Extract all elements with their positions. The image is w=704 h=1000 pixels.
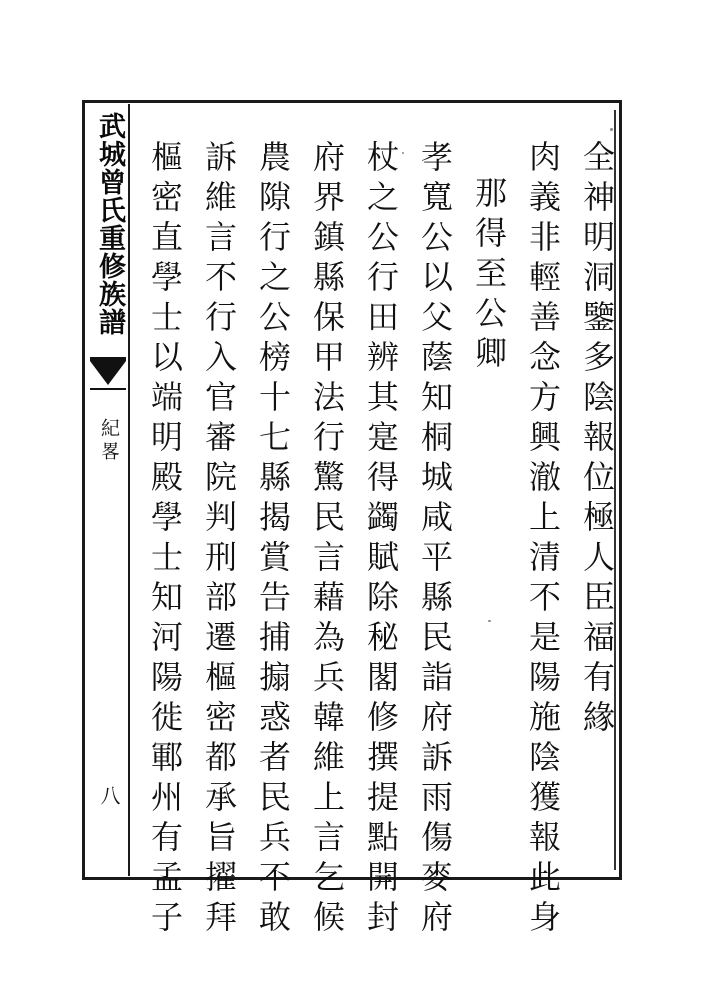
text-column-6: 府界鎮縣保甲法行驚民言藉為兵韓維上言乞候 xyxy=(308,140,346,940)
text-column-8: 訴維言不行入官審院判刑部遷樞密都承旨擢拜 xyxy=(200,140,238,940)
text-column-5: 杖之公行田辨其寔得蠲賦除秘閣修撰提點開封 xyxy=(362,140,400,940)
right-border-line xyxy=(614,110,630,870)
page-number: 八 xyxy=(97,785,121,805)
section-label: 紀畧 xyxy=(98,418,120,464)
text-column-4: 孝寬公以父蔭知桐城咸平縣民詣府訴雨傷麥府 xyxy=(416,140,454,940)
fishtail-mark-icon xyxy=(88,355,128,393)
ink-speck xyxy=(488,620,491,622)
text-column-2: 肉義非輕善念方興澈上清不是陽施陰獲報此身 xyxy=(524,140,562,940)
text-column-1: 全神明洞鑒多陰報位極人臣福有緣 xyxy=(578,140,616,740)
ink-speck xyxy=(610,128,613,131)
ink-speck xyxy=(402,152,404,154)
text-column-9: 樞密直學士以端明殿學士知河陽徙鄆州有孟子 xyxy=(146,140,184,940)
book-title: 武城曾氏重修族譜 xyxy=(94,112,125,336)
text-column-3: 那得至公卿 xyxy=(470,176,508,376)
text-column-7: 農隙行之公榜十七縣揭賞告捕搧惑者民兵不敢 xyxy=(254,140,292,940)
